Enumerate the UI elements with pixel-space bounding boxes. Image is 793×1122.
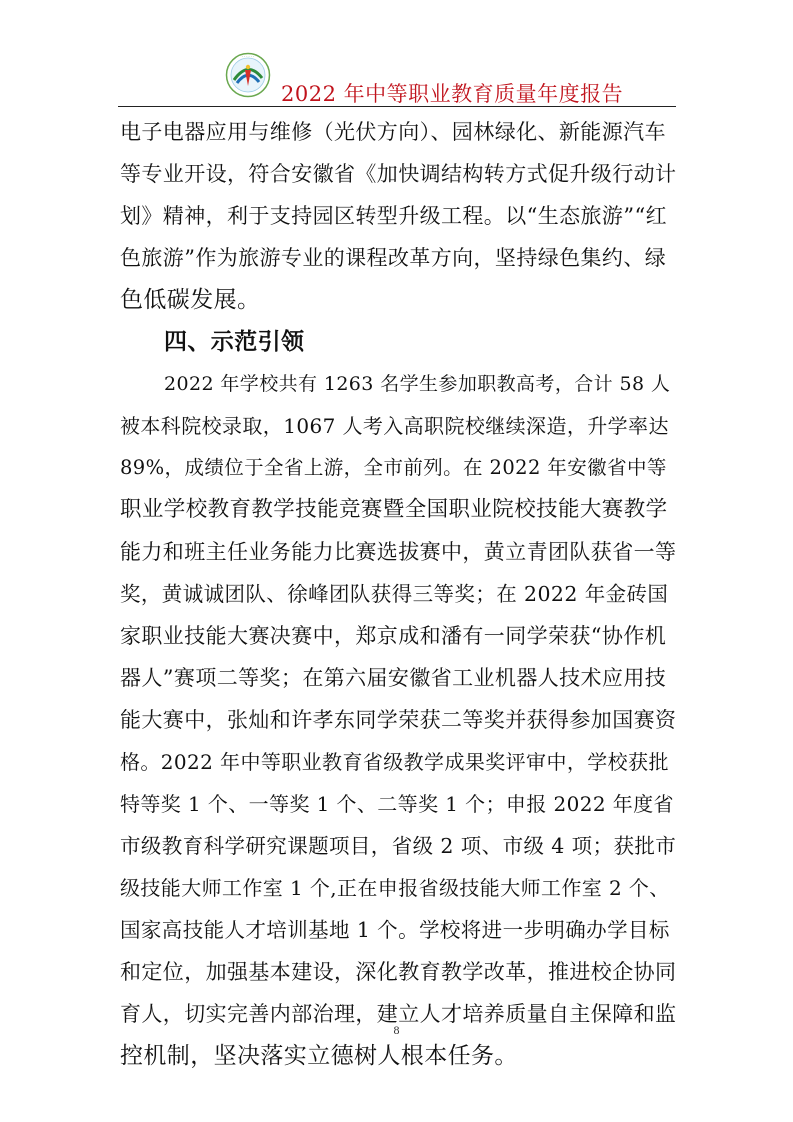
body-line: 职业学校教育教学技能竞赛暨全国职业院校技能大赛教学 — [120, 497, 668, 522]
body-line: 等专业开设，符合安徽省《加快调结构转方式促升级行动计 — [120, 162, 677, 186]
body-line: 级技能大师工作室 1 个,正在申报省级技能大师工作室 2 个、 — [120, 876, 670, 900]
page-number: 8 — [393, 1023, 400, 1037]
body-line: 育人，切实完善内部治理，建立人才培养质量自主保障和监 — [120, 1002, 677, 1026]
svg-text:· · · · · ·: · · · · · · — [242, 55, 254, 60]
school-emblem-icon — [225, 52, 271, 98]
report-title: 2022 年中等职业教育质量年度报告 — [281, 82, 624, 106]
body-line: 市级教育科学研究课题项目，省级 2 项、市级 4 项；获批市 — [120, 834, 677, 858]
body-line: 89%，成绩位于全省上游，全市前列。在 2022 年安徽省中等 — [120, 456, 667, 479]
header-divider — [118, 106, 676, 107]
body-line: 器人”赛项二等奖；在第六届安徽省工业机器人技术应用技 — [120, 666, 667, 690]
body-line: 格。2022 年中等职业教育省级教学成果奖评审中，学校获批 — [120, 750, 669, 774]
body-line: 2022 年学校共有 1263 名学生参加职教高考，合计 58 人 — [164, 373, 671, 395]
body-line: 国家高技能人才培训基地 1 个。学校将进一步明确办学目标 — [120, 918, 670, 942]
body-line: 家职业技能大赛决赛中，郑京成和潘有一同学荣获“协作机 — [120, 624, 667, 648]
body-line: 色旅游”作为旅游专业的课程改革方向，坚持绿色集约、绿 — [120, 246, 667, 270]
body-line: 能力和班主任业务能力比赛选拔赛中，黄立青团队获省一等 — [120, 540, 677, 564]
body-line: 被本科院校录取，1067 人考入高职院校继续深造，升学率达 — [120, 414, 669, 438]
body-line: 色低碳发展。 — [120, 287, 261, 313]
body-line: 能大赛中，张灿和许孝东同学荣获二等奖并获得参加国赛资 — [120, 708, 677, 732]
body-line: 划》精神，利于支持园区转型升级工程。以“生态旅游”“红 — [120, 204, 668, 228]
body-line: 特等奖 1 个、一等奖 1 个、二等奖 1 个；申报 2022 年度省 — [120, 792, 674, 816]
body-line: 和定位，加强基本建设，深化教育教学改革，推进校企协同 — [120, 960, 677, 984]
section-heading: 四、示范引领 — [164, 328, 305, 355]
body-line: 奖，黄诚诚团队、徐峰团队获得三等奖；在 2022 年金砖国 — [120, 582, 669, 606]
page-header — [0, 0, 793, 112]
body-line: 电子电器应用与维修（光伏方向）、园林绿化、新能源汽车 — [120, 120, 666, 144]
body-line: 控机制，坚决落实立德树人根本任务。 — [120, 1043, 518, 1069]
